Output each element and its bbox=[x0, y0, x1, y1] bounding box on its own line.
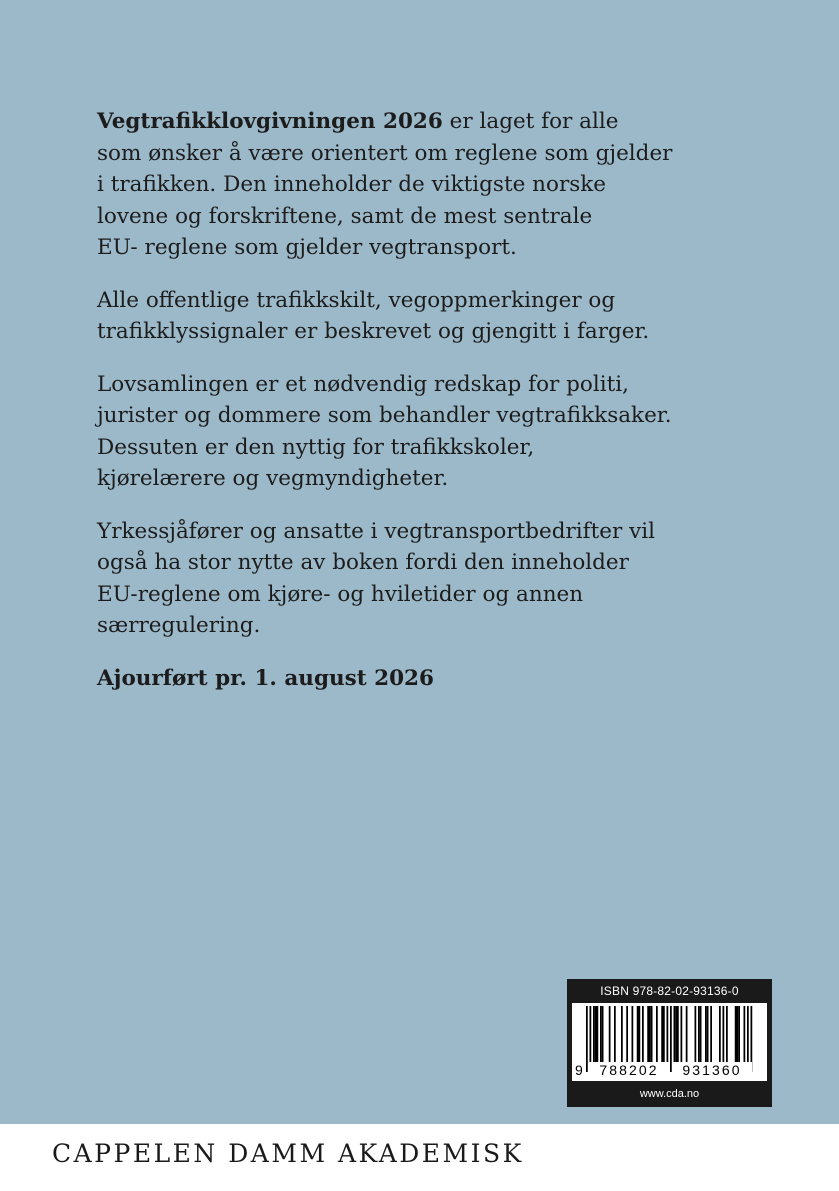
blurb-line: som ønsker å være orientert om reglene som gjelder bbox=[97, 140, 673, 166]
barcode-bar bbox=[695, 1006, 697, 1062]
barcode-bar bbox=[675, 1006, 677, 1062]
book-title: Vegtrafikklovgivningen 2026 bbox=[97, 109, 443, 134]
barcode-bar bbox=[597, 1006, 599, 1062]
blurb-line: også ha stor nytte av boken fordi den inneholder bbox=[97, 550, 629, 575]
blurb-paragraph-audience bbox=[97, 369, 757, 495]
barcode-bar bbox=[621, 1006, 623, 1062]
barcode-bar bbox=[656, 1006, 658, 1062]
barcode-bar bbox=[698, 1006, 700, 1062]
blurb-line: Dessuten er den nyttig for trafikkskoler, bbox=[97, 434, 535, 460]
barcode-bar bbox=[737, 1006, 739, 1062]
isbn-label: ISBN 978-82-02-93136-0 bbox=[600, 984, 739, 998]
barcode-digits-right: 931360 bbox=[672, 1062, 752, 1078]
blurb-line: Yrkessjåfører og ansatte i vegtransportbedrifter vil bbox=[97, 518, 656, 544]
barcode-bar bbox=[735, 1006, 737, 1062]
isbn-barcode-box bbox=[567, 979, 772, 1107]
barcode-bar bbox=[600, 1006, 602, 1062]
blurb-line bbox=[97, 106, 757, 138]
barcode-bar bbox=[632, 1006, 634, 1062]
barcode-bar bbox=[661, 1006, 663, 1062]
barcode-bar bbox=[649, 1006, 651, 1062]
barcode-bar bbox=[663, 1006, 665, 1062]
blurb-line: trafikklyssignaler er beskrevet og gjengitt i farger. bbox=[97, 319, 650, 344]
barcode-bar bbox=[710, 1006, 712, 1062]
barcode-bar bbox=[726, 1006, 728, 1062]
blurb-line: lovene og forskriftene, samt de mest sentrale bbox=[97, 203, 593, 229]
barcode-bar bbox=[681, 1006, 683, 1062]
blurb-line: Alle offentlige trafikkskilt, vegoppmerkinger og bbox=[97, 287, 616, 313]
barcode-bar bbox=[595, 1006, 597, 1062]
blurb-paragraph-intro bbox=[97, 106, 757, 264]
barcode-bar bbox=[744, 1006, 746, 1062]
barcode-bar bbox=[651, 1006, 653, 1062]
barcode-bar bbox=[586, 1006, 588, 1072]
barcode-bar bbox=[609, 1006, 611, 1062]
barcode-bar bbox=[719, 1006, 721, 1062]
updated-date: Ajourført pr. 1. august 2026 bbox=[97, 665, 434, 691]
barcode-bar bbox=[626, 1006, 628, 1062]
blurb-line: jurister og dommere som behandler vegtrafikksaker. bbox=[97, 403, 672, 428]
blurb-line: særregulering. bbox=[97, 613, 261, 638]
barcode-digits-left: 788202 bbox=[589, 1062, 669, 1078]
barcode-bar bbox=[723, 1006, 725, 1062]
barcode-bar bbox=[602, 1006, 604, 1062]
barcode-bar bbox=[674, 1006, 676, 1062]
barcode-bar bbox=[705, 1006, 707, 1062]
barcode-bar bbox=[647, 1006, 649, 1062]
blurb-line: EU-reglene om kjøre- og hviletider og annen bbox=[97, 581, 584, 607]
barcode-bar bbox=[677, 1006, 679, 1062]
blurb-line: EU- reglene som gjelder vegtransport. bbox=[97, 235, 517, 260]
barcode-bar bbox=[639, 1006, 641, 1062]
barcode-bar bbox=[707, 1006, 709, 1062]
blurb-paragraph-drivers bbox=[97, 516, 757, 642]
barcode-lead-digit: 9 bbox=[575, 1062, 583, 1078]
blurb-line: kjørelærere og vegmyndigheter. bbox=[97, 466, 449, 491]
barcode-bar bbox=[700, 1006, 702, 1062]
barcode-bar bbox=[738, 1006, 740, 1062]
barcode-bar bbox=[614, 1006, 616, 1062]
blurb-paragraph-signs bbox=[97, 285, 757, 348]
publisher-logo: CAPPELEN DAMM AKADEMISK bbox=[52, 1139, 524, 1168]
blurb-line: Lovsamlingen er et nødvendig redskap for politi, bbox=[97, 371, 629, 397]
cover-blurb bbox=[97, 106, 757, 715]
barcode-bar bbox=[593, 1006, 595, 1062]
publisher-website: www.cda.no bbox=[639, 1088, 700, 1100]
blurb-line: i trafikken. Den inneholder de viktigste norske bbox=[97, 172, 607, 197]
barcode-bar bbox=[637, 1006, 639, 1062]
barcode-panel bbox=[572, 1003, 767, 1081]
barcode-bar bbox=[642, 1006, 644, 1062]
blurb-text: er laget for alle bbox=[442, 109, 619, 134]
barcode-bar bbox=[686, 1006, 688, 1062]
